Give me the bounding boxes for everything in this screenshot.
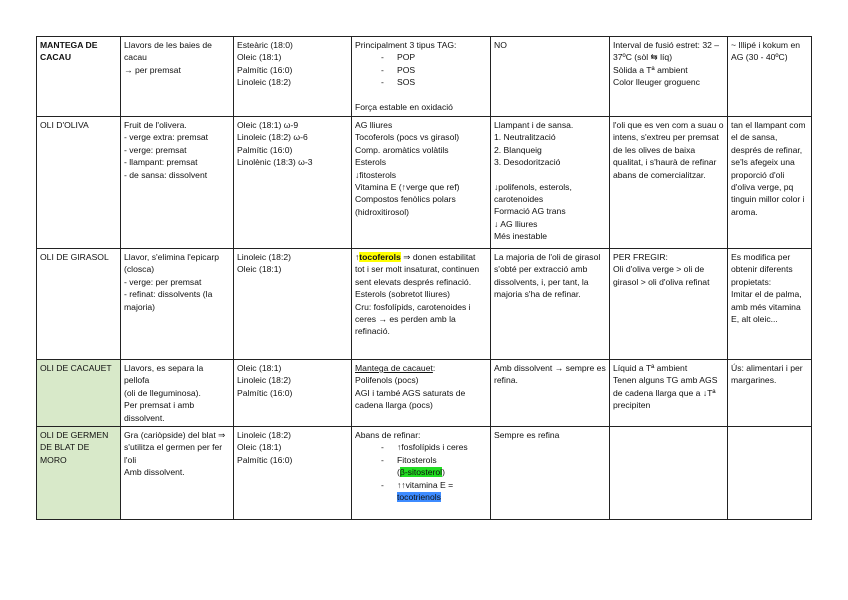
- cell-line: [355, 251, 487, 288]
- refining-cell: [491, 117, 610, 249]
- row-title: OLI DE GERMEN DE BLAT DE MORO: [40, 430, 109, 465]
- cell-line: Polifenols (pocs): [355, 375, 419, 386]
- cell-line: Cru: fosfolípids, carotenoides i ceres → es perden amb la refinació.: [355, 301, 471, 337]
- cell-line: Es modifica per obtenir diferents propietats:: [731, 252, 793, 287]
- refining-cell: [491, 360, 610, 427]
- refining-cell: [491, 37, 610, 117]
- cell-line: Esteàric (18:0): [237, 40, 293, 50]
- cell-line: Principalment 3 tipus TAG:: [355, 40, 457, 50]
- cell-line: Tenen alguns TG amb AGS de cadena llarga que a ↓Tª precipiten: [613, 375, 718, 411]
- cell-line: Oleic (18:1): [237, 52, 282, 63]
- cell-line: ↓ AG lliures: [494, 218, 538, 229]
- cell-line: l'oli que es ven com a suau o intens, s'extreu per premsat de les olives de baixa qualitat, i s'haurà de refinar abans de comercialitzar.: [613, 120, 724, 180]
- cell-line: Linoleic (18:2): [237, 77, 291, 88]
- cell-line: Sòlida a Tª ambient: [613, 64, 688, 75]
- cell-line: Força estable en oxidació: [355, 101, 453, 112]
- notes-cell: [728, 360, 812, 427]
- components-cell: [352, 249, 491, 360]
- cell-line: - verge extra: premsat: [124, 132, 209, 143]
- up-arrow-icon: ↑: [355, 252, 360, 262]
- refining-cell: [491, 427, 610, 520]
- cell-line: Linoleic (18:2): [237, 252, 291, 262]
- row-title-cell: [37, 360, 121, 427]
- list-item: 1. Neutralització: [494, 132, 556, 143]
- cell-line: Per premsat i amb dissolvent.: [124, 400, 195, 423]
- table-row: [37, 249, 812, 360]
- highlighted-term: β-sitosterol: [399, 467, 443, 478]
- cell-line: Imitar el de palma, amb més vitamina E, alt oleic...: [731, 289, 802, 325]
- fatty-acids-cell: [234, 360, 352, 427]
- cell-line: Oleic (18:1) ω-9: [237, 120, 299, 130]
- cell-line: Linoleic (18:2): [237, 375, 291, 386]
- cell-line: ~ Illipé i kokum en AG (30 - 40ºC): [731, 40, 801, 63]
- table-row: [37, 117, 812, 249]
- properties-cell: [610, 360, 728, 427]
- source-cell: [121, 360, 234, 427]
- cell-line: Líquid a Tª ambient: [613, 363, 688, 373]
- list-item: - POP: [355, 51, 487, 63]
- list-item: - Fitosterols: [355, 454, 487, 466]
- properties-cell: [610, 427, 728, 520]
- components-cell: [352, 427, 491, 520]
- cell-text: :: [432, 363, 436, 373]
- cell-line: Palmític (16:0): [237, 387, 293, 398]
- notes-cell: [728, 117, 812, 249]
- cell-line: [355, 362, 487, 374]
- cell-line: Palmític (16:0): [237, 454, 293, 465]
- cell-line: Interval de fusió estret: 32 – 37ºC (sòl ⇆ líq): [613, 40, 720, 63]
- cell-line: - verge: per premsat: [124, 276, 202, 287]
- cell-line: Vitamina E (↑verge que ref): [355, 182, 460, 193]
- highlighted-term: tocoferols: [359, 252, 401, 262]
- cell-line: Oli d'oliva verge > oli de girasol > oli d'oliva refinat: [613, 264, 710, 287]
- cell-line: Comp. aromàtics volàtils: [355, 144, 449, 155]
- table-row: [37, 37, 812, 117]
- list-item: - ↑fosfolípids i ceres: [355, 441, 487, 453]
- row-title: OLI DE GIRASOL: [40, 252, 109, 262]
- cell-line: - refinat: dissolvents (la majoria): [124, 289, 213, 312]
- cell-line: Amb dissolvent.: [124, 467, 185, 478]
- cell-line: Linolènic (18:3) ω-3: [237, 157, 313, 168]
- row-title: MANTEGA DE CACAU: [40, 40, 98, 63]
- cell-line: AGI i també AGS saturats de cadena llarga (pocs): [355, 387, 466, 411]
- row-title: OLI DE CACAUET: [40, 363, 112, 373]
- cell-line: Tocoferols (pocs vs girasol): [355, 132, 460, 143]
- list-item: (β-sitosterol): [397, 467, 445, 478]
- cell-line: - verge: premsat: [124, 144, 187, 155]
- source-cell: [121, 427, 234, 520]
- cell-line: Abans de refinar:: [355, 430, 421, 441]
- table-row: [37, 360, 812, 427]
- row-title-cell: [37, 427, 121, 520]
- notes-cell: [728, 427, 812, 520]
- cell-line: NO: [494, 40, 507, 50]
- properties-cell: [610, 117, 728, 249]
- cell-line: - llampant: premsat: [124, 157, 198, 168]
- components-cell: [352, 37, 491, 117]
- cell-line: Llampant i de sansa.: [494, 120, 574, 130]
- list-item: 3. Desodorització: [494, 157, 561, 168]
- cell-line: Linoleic (18:2) ω-6: [237, 132, 308, 143]
- cell-line: ↓fitosterols: [355, 169, 397, 180]
- cell-line: (oli de lleguminosa).: [124, 387, 201, 398]
- underlined-term: Mantega de cacauet: [355, 363, 433, 373]
- highlighted-term: tocotrienols: [397, 492, 441, 503]
- table-row: [37, 427, 812, 520]
- components-cell: [352, 117, 491, 249]
- fatty-acids-cell: [234, 37, 352, 117]
- cell-line: AG lliures: [355, 120, 393, 130]
- cell-line: Compostos fenòlics polars (hidroxitirosol): [355, 194, 456, 217]
- properties-cell: [610, 249, 728, 360]
- source-cell: [121, 117, 234, 249]
- cell-line: Més inestable: [494, 231, 548, 242]
- list-item: - SOS: [355, 76, 487, 88]
- cell-line: Oleic (18:1): [237, 264, 282, 275]
- cell-line: Fruit de l'olivera.: [124, 120, 187, 130]
- fatty-acids-cell: [234, 249, 352, 360]
- row-title-cell: [37, 117, 121, 249]
- row-title-cell: [37, 249, 121, 360]
- cell-text: ⇒ donen estabilitat tot i ser molt insaturat, continuen sent elevats després refinació.: [355, 252, 480, 287]
- notes-cell: [728, 37, 812, 117]
- cell-line: tan el llampant com el de sansa, després de refinar, se'ls afegeix una proporció d'oli d'oliva verge, pq tinguin millor color i aroma.: [731, 120, 806, 217]
- cell-line: Linoleic (18:2): [237, 430, 291, 441]
- cell-line: Gra (cariòpside) del blat ⇒ s'utilitza el germen per fer l'oli: [124, 430, 226, 465]
- cell-line: PER FREGIR:: [613, 252, 668, 262]
- cell-line: Llavors de les baies de cacau: [124, 40, 212, 63]
- cell-line: Palmític (16:0): [237, 64, 293, 75]
- list-item: - ↑↑vitamina E =: [355, 479, 487, 491]
- fatty-acids-cell: [234, 117, 352, 249]
- cell-line: - de sansa: dissolvent: [124, 169, 208, 180]
- cell-line: Palmític (16:0): [237, 144, 293, 155]
- cell-line: Esterols (sobretot lliures): [355, 289, 451, 300]
- cell-line: Oleic (18:1): [237, 363, 282, 373]
- cell-line: Esterols: [355, 157, 387, 168]
- notes-cell: [728, 249, 812, 360]
- refining-cell: [491, 249, 610, 360]
- row-title: OLI D'OLIVA: [40, 120, 89, 130]
- cell-line: Oleic (18:1): [237, 442, 282, 453]
- row-title-cell: [37, 37, 121, 117]
- list-item: - POS: [355, 64, 487, 76]
- cell-line: → per premsat: [124, 64, 181, 75]
- cell-line: ↓polifenols, esterols, carotenoides: [494, 181, 572, 205]
- list-item: 2. Blanqueig: [494, 144, 542, 155]
- cell-line: Amb dissolvent → sempre es refina.: [494, 363, 606, 386]
- fatty-acids-cell: [234, 427, 352, 520]
- cell-line: Sempre es refina: [494, 430, 560, 441]
- components-cell: [352, 360, 491, 427]
- cell-line: Llavor, s'elimina l'epicarp (closca): [124, 252, 219, 275]
- cell-line: La majoria de l'oli de girasol s'obté per extracció amb dissolvents, i, per tant, la majoria s'ha de refinar.: [494, 252, 601, 300]
- source-cell: [121, 249, 234, 360]
- cell-line: Ús: alimentari i per margarines.: [731, 363, 803, 386]
- cell-line: Formació AG trans: [494, 206, 566, 217]
- source-cell: [121, 37, 234, 117]
- cell-line: Color lleuger groguenc: [613, 77, 700, 88]
- fats-comparison-table: [36, 36, 812, 520]
- list-item: [355, 491, 487, 503]
- cell-line: Llavors, es separa la pellofa: [124, 363, 204, 386]
- properties-cell: [610, 37, 728, 117]
